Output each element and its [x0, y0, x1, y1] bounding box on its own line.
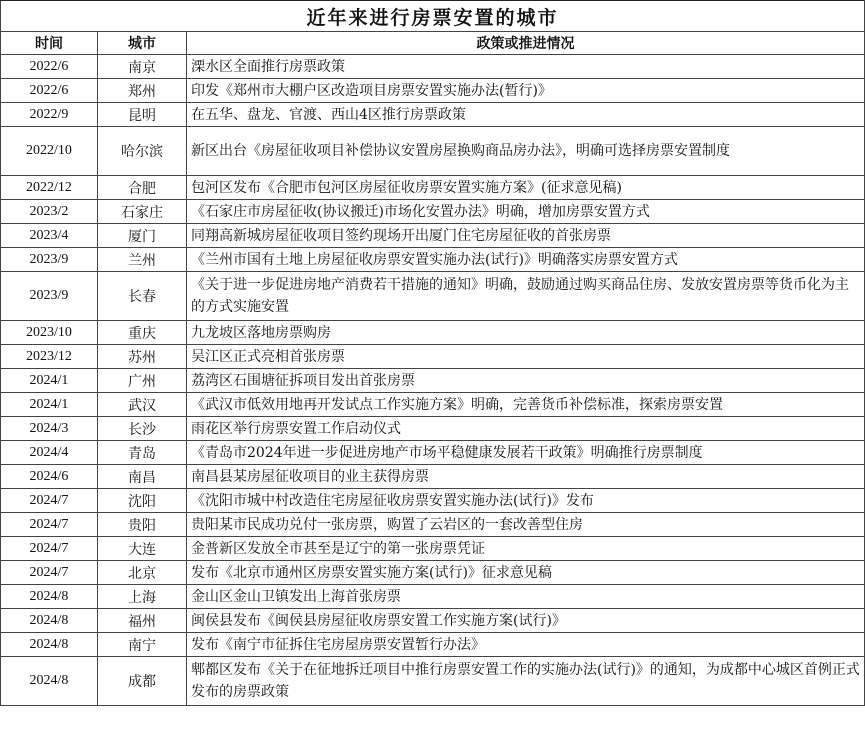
header-date: 时间: [1, 32, 98, 55]
row-policy: 郫都区发布《关于在征地拆迁项目中推行房票安置工作的实施办法(试行)》的通知，为成都中心城区首例正式发布的房票政策: [187, 657, 865, 706]
table-row: [1, 441, 865, 465]
row-date: 2023/9: [1, 272, 98, 321]
table-row: [1, 369, 865, 393]
header-policy: 政策或推进情况: [187, 32, 865, 55]
row-date: 2022/6: [1, 79, 98, 103]
table-row: [1, 561, 865, 585]
row-policy: 贵阳某市民成功兑付一张房票，购置了云岩区的一套改善型住房: [187, 513, 865, 537]
row-policy: 《武汉市低效用地再开发试点工作实施方案》明确，完善货币补偿标准，探索房票安置: [187, 393, 865, 417]
row-policy: 溧水区全面推行房票政策: [187, 55, 865, 79]
table-row: [1, 200, 865, 224]
row-policy: 印发《郑州市大棚户区改造项目房票安置实施办法(暂行)》: [187, 79, 865, 103]
row-policy: 新区出台《房屋征收项目补偿协议安置房屋换购商品房办法》，明确可选择房票安置制度: [187, 127, 865, 176]
table-row: [1, 79, 865, 103]
row-city: 合肥: [98, 176, 187, 200]
table-row: [1, 609, 865, 633]
row-city: 郑州: [98, 79, 187, 103]
table-row: [1, 345, 865, 369]
row-date: 2024/7: [1, 489, 98, 513]
row-policy: 《青岛市2024年进一步促进房地产市场平稳健康发展若干政策》明确推行房票制度: [187, 441, 865, 465]
row-policy: 雨花区举行房票安置工作启动仪式: [187, 417, 865, 441]
table-row: [1, 537, 865, 561]
row-date: 2024/8: [1, 585, 98, 609]
row-policy: 同翔高新城房屋征收项目签约现场开出厦门住宅房屋征收的首张房票: [187, 224, 865, 248]
table-row: [1, 55, 865, 79]
row-policy: 发布《北京市通州区房票安置实施方案(试行)》征求意见稿: [187, 561, 865, 585]
row-policy: 《沈阳市城中村改造住宅房屋征收房票安置实施办法(试行)》发布: [187, 489, 865, 513]
row-policy: 发布《南宁市征拆住宅房屋房票安置暂行办法》: [187, 633, 865, 657]
row-city: 苏州: [98, 345, 187, 369]
row-date: 2024/8: [1, 609, 98, 633]
row-date: 2024/7: [1, 513, 98, 537]
row-city: 兰州: [98, 248, 187, 272]
header-row: [1, 32, 865, 55]
row-date: 2023/9: [1, 248, 98, 272]
row-date: 2023/4: [1, 224, 98, 248]
table-row: [1, 417, 865, 441]
row-date: 2024/7: [1, 537, 98, 561]
row-date: 2024/8: [1, 657, 98, 706]
table-row: [1, 513, 865, 537]
title-row: [1, 1, 865, 32]
row-city: 大连: [98, 537, 187, 561]
row-date: 2023/12: [1, 345, 98, 369]
row-date: 2023/2: [1, 200, 98, 224]
row-date: 2023/10: [1, 321, 98, 345]
row-city: 石家庄: [98, 200, 187, 224]
table-title: 近年来进行房票安置的城市: [1, 1, 865, 32]
table-row: [1, 657, 865, 706]
table-row: [1, 272, 865, 321]
header-city: 城市: [98, 32, 187, 55]
row-city: 成都: [98, 657, 187, 706]
row-policy: 南昌县某房屋征收项目的业主获得房票: [187, 465, 865, 489]
row-policy: 吴江区正式亮相首张房票: [187, 345, 865, 369]
row-date: 2024/7: [1, 561, 98, 585]
row-policy: 荔湾区石围塘征拆项目发出首张房票: [187, 369, 865, 393]
row-date: 2022/6: [1, 55, 98, 79]
row-policy: 包河区发布《合肥市包河区房屋征收房票安置实施方案》(征求意见稿): [187, 176, 865, 200]
table-row: [1, 393, 865, 417]
row-date: 2022/10: [1, 127, 98, 176]
row-city: 哈尔滨: [98, 127, 187, 176]
row-city: 长春: [98, 272, 187, 321]
row-date: 2024/1: [1, 369, 98, 393]
row-city: 上海: [98, 585, 187, 609]
row-date: 2024/3: [1, 417, 98, 441]
row-policy: 《石家庄市房屋征收(协议搬迁)市场化安置办法》明确，增加房票安置方式: [187, 200, 865, 224]
row-city: 厦门: [98, 224, 187, 248]
table-body: [1, 55, 865, 706]
row-city: 武汉: [98, 393, 187, 417]
table-row: [1, 321, 865, 345]
table-row: [1, 633, 865, 657]
row-city: 北京: [98, 561, 187, 585]
row-policy: 九龙坡区落地房票购房: [187, 321, 865, 345]
table-row: [1, 224, 865, 248]
table-row: [1, 465, 865, 489]
row-policy: 《兰州市国有土地上房屋征收房票安置实施办法(试行)》明确落实房票安置方式: [187, 248, 865, 272]
row-policy: 金山区金山卫镇发出上海首张房票: [187, 585, 865, 609]
row-city: 青岛: [98, 441, 187, 465]
row-city: 南京: [98, 55, 187, 79]
row-city: 贵阳: [98, 513, 187, 537]
row-date: 2024/4: [1, 441, 98, 465]
row-city: 福州: [98, 609, 187, 633]
table-row: [1, 585, 865, 609]
row-city: 南宁: [98, 633, 187, 657]
row-city: 长沙: [98, 417, 187, 441]
table-row: [1, 176, 865, 200]
table-row: [1, 127, 865, 176]
row-city: 重庆: [98, 321, 187, 345]
row-date: 2022/12: [1, 176, 98, 200]
row-policy: 《关于进一步促进房地产消费若干措施的通知》明确，鼓励通过购买商品住房、发放安置房票等货币化为主的方式实施安置: [187, 272, 865, 321]
row-city: 昆明: [98, 103, 187, 127]
row-date: 2024/6: [1, 465, 98, 489]
row-date: 2024/1: [1, 393, 98, 417]
table-row: [1, 103, 865, 127]
table-row: [1, 489, 865, 513]
row-city: 广州: [98, 369, 187, 393]
row-policy: 在五华、盘龙、官渡、西山4区推行房票政策: [187, 103, 865, 127]
row-date: 2022/9: [1, 103, 98, 127]
row-date: 2024/8: [1, 633, 98, 657]
table-row: [1, 248, 865, 272]
row-city: 沈阳: [98, 489, 187, 513]
row-policy: 闽侯县发布《闽侯县房屋征收房票安置工作实施方案(试行)》: [187, 609, 865, 633]
row-policy: 金普新区发放全市甚至是辽宁的第一张房票凭证: [187, 537, 865, 561]
row-city: 南昌: [98, 465, 187, 489]
